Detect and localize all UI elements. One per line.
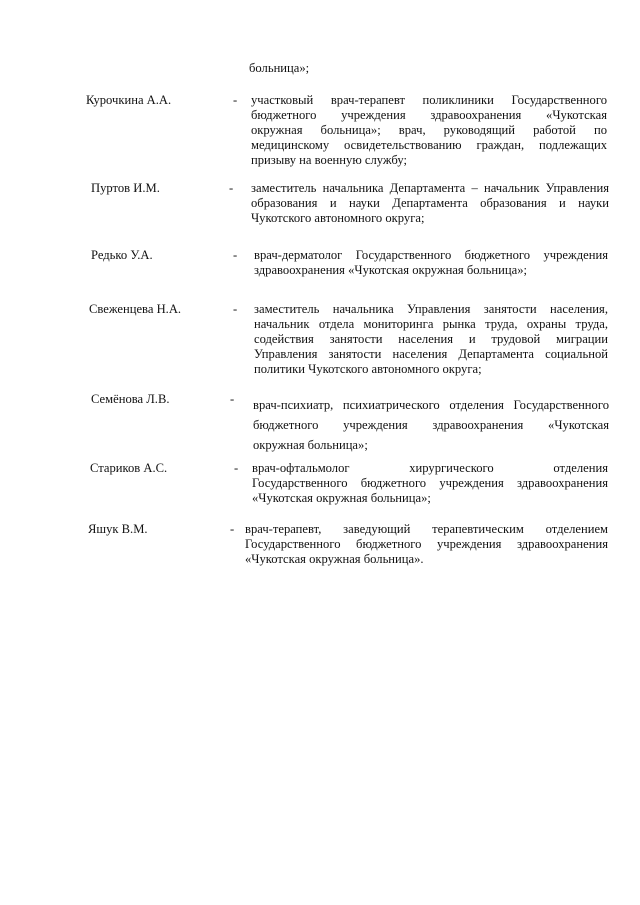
member-name: Семёнова Л.В. [91,392,170,406]
description-line: начальник отдела мониторинга рынка труда, охраны труда, [254,317,608,331]
dash-separator: - [233,93,238,107]
description-line: политики Чукотского автономного округа; [254,362,482,376]
member-description [254,248,608,278]
description-line: участковый врач-терапевт поликлиники Государственного [251,93,607,107]
member-description [245,522,608,567]
description-line: окружная больница»; врач, руководящий работой по [251,123,607,137]
description-line: бюджетного учреждения здравоохранения «Чукотская [251,108,607,122]
dash-separator: - [230,392,235,406]
description-line: «Чукотская окружная больница»; [252,491,431,505]
member-name: Редько У.А. [91,248,153,262]
description-line: «Чукотская окружная больница». [245,552,424,566]
member-name: Стариков А.С. [90,461,168,475]
description-line: здравоохранения «Чукотская окружная больница»; [254,263,528,277]
description-line: призыву на военную службу; [251,153,407,167]
description-line: Государственного бюджетного учреждения здравоохранения [245,537,608,551]
description-line: медицинскому освидетельствованию граждан, подлежащих [251,138,607,152]
member-description [251,93,607,168]
description-line: заместитель начальника Управления занятости населения, [254,302,608,316]
description-line: заместитель начальника Департамента – начальник Управления [251,181,609,195]
member-name: Пуртов И.М. [91,181,160,195]
member-name: Курочкина А.А. [86,93,172,107]
description-line: Чукотского автономного округа; [251,211,425,225]
dash-separator: - [233,302,238,316]
description-line: врач-терапевт, заведующий терапевтическим отделением [245,522,608,536]
member-name: Свеженцева Н.А. [89,302,182,316]
dash-separator: - [233,248,238,262]
member-description [252,461,608,506]
description-line: образования и науки Департамента образования и науки [251,196,609,210]
dash-separator: - [230,522,235,536]
description-line: врач-психиатр, психиатрического отделения Государственного [253,398,609,412]
description-line: Управления занятости населения Департамента социальной [254,347,608,361]
description-line: врач-офтальмолог хирургического отделения [252,461,608,475]
description-line: бюджетного учреждения здравоохранения «Чукотская [253,418,609,432]
member-description [253,395,609,455]
dash-separator: - [234,461,239,475]
description-line: врач-дерматолог Государственного бюджетного учреждения [254,248,608,262]
member-description [251,181,609,226]
member-description [254,302,608,377]
dash-separator: - [229,181,234,195]
member-name: Яшук В.М. [88,522,148,536]
description-line: окружная больница»; [253,438,368,452]
description-line: содействия занятости населения и трудовой миграции [254,332,608,346]
continuation-text: больница»; [249,61,310,75]
description-line: Государственного бюджетного учреждения здравоохранения [252,476,608,490]
